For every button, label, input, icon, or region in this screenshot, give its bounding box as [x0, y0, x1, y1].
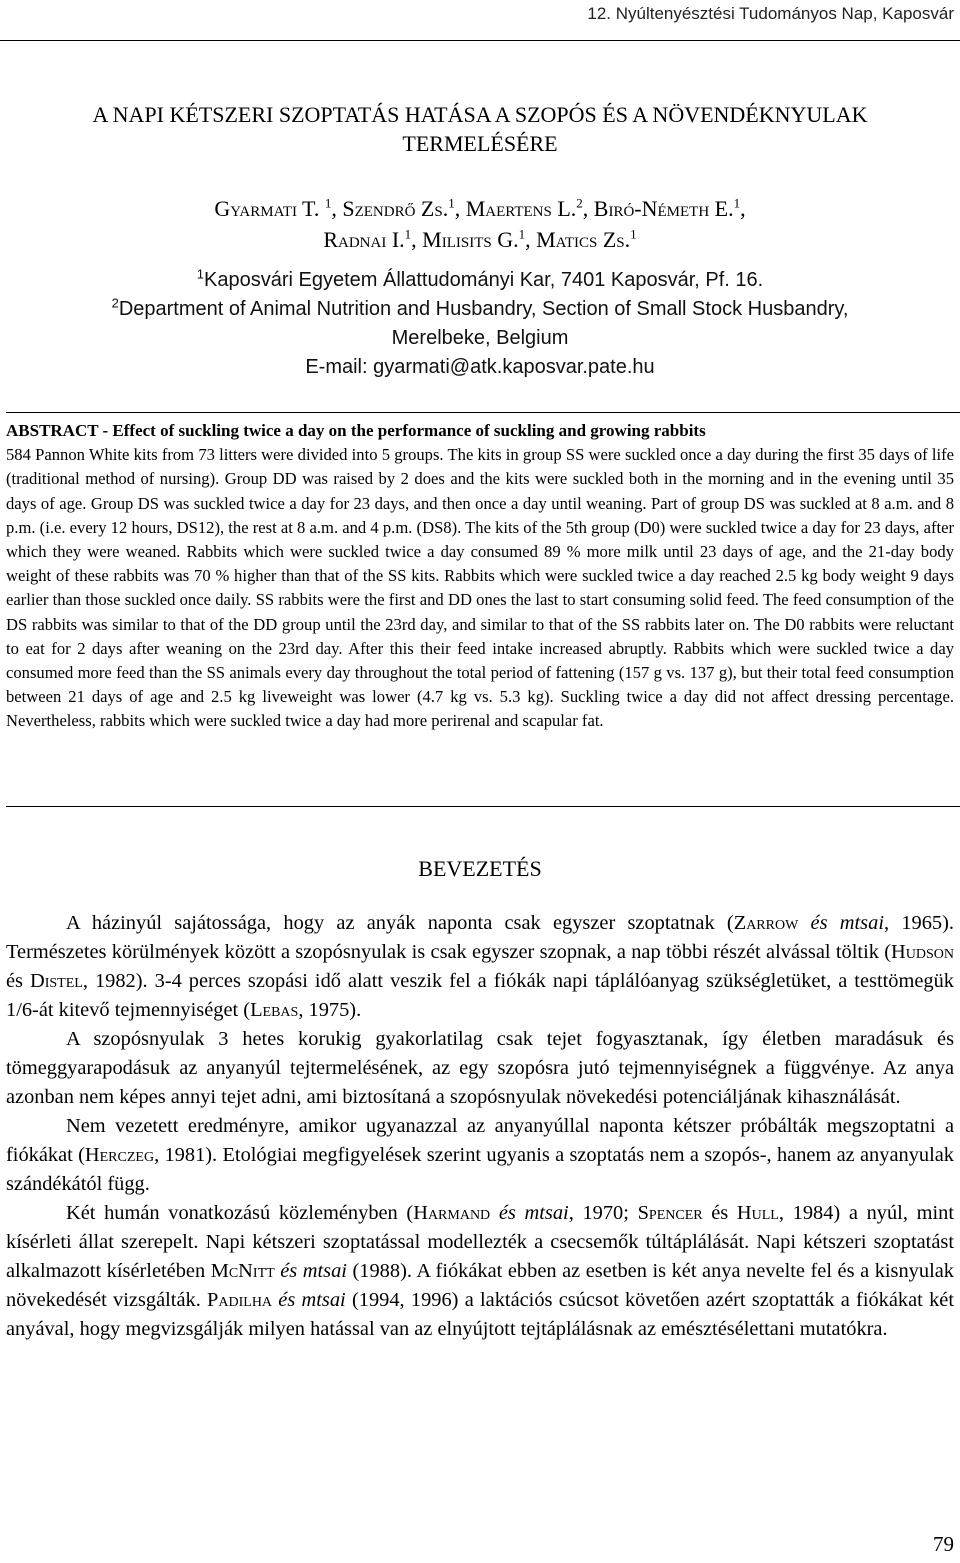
text-run: , 1965). Természetes körülmények között a szopósnyulak is csak egyszer szopnak, a nap többi részét alvással töltik ( [6, 912, 954, 963]
author-affil-mark: 1 [630, 226, 637, 242]
author-affil-mark: 1 [448, 195, 455, 211]
affiliations [0, 266, 960, 382]
author-name: Maertens L. [465, 196, 577, 221]
abstract-rule-bottom [6, 806, 960, 807]
text-run: (1994, 1996) a laktációs csúcsot követően azért szoptatták a fiókákat két anyával, hogy megvizsgálják milyen hatással van az elnyújtott tejtáplálásnak az emésztésélettani mutatókra. [6, 1289, 954, 1340]
citation-etal: és mtsai [272, 1289, 346, 1311]
abstract-heading: ABSTRACT - Effect of suckling twice a day on the performance of suckling and growing rabbits [6, 421, 706, 440]
author-affil-mark: 1 [404, 226, 412, 242]
citation-author: Padilha [207, 1289, 273, 1311]
text-run: , 1981). Etológiai megfigyelések szerint ugyanis a szoptatás nem a szopós-, hanem az anyanyulak szándékától függ. [6, 1144, 954, 1195]
affiliation-1: Kaposvári Egyetem Állattudományi Kar, 7401 Kaposvár, Pf. 16. [204, 269, 764, 291]
author-affil-mark: 1 [733, 195, 741, 211]
email-address: E-mail: gyarmati@atk.kaposvar.pate.hu [305, 356, 655, 378]
citation-author: Hull [736, 1202, 779, 1224]
author-affil-mark: 2 [576, 195, 583, 211]
affiliation-2-line-2: Merelbeke, Belgium [391, 327, 569, 349]
text-run: , 1982). 3-4 perces szopási idő alatt veszik fel a fiókák napi táplálóanyag szükségletüket, a testtömegük 1/6-át kitevő tejmennyiséget ( [6, 970, 954, 1021]
page-number: 79 [933, 1532, 954, 1556]
affiliation-mark: 2 [111, 295, 119, 311]
text-run: (1988). A fiókákat ebben az esetben is két anya nevelte fel és a kisnyulak növekedését vizsgálták. [6, 1260, 954, 1311]
author-name: Milisits G. [422, 227, 519, 252]
author-affil-mark: 1 [518, 226, 526, 242]
citation-author: Herczeg [84, 1144, 155, 1166]
text-run: Két humán vonatkozású közleményben ( [66, 1202, 414, 1224]
author-name: Gyarmati T. [214, 196, 320, 221]
text-run: és [6, 970, 30, 992]
citation-author: Zarrow [733, 912, 799, 934]
affiliation-2-line-1: Department of Animal Nutrition and Husbandry, Section of Small Stock Husbandry, [118, 298, 849, 320]
citation-author: Distel [30, 970, 83, 992]
author-affil-mark: 1 [324, 195, 332, 211]
citation-author: McNitt [210, 1260, 275, 1282]
citation-author: Harmand [413, 1202, 491, 1224]
citation-etal: és mtsai [274, 1260, 347, 1282]
paragraph-1 [6, 909, 954, 1025]
running-header: 12. Nyúltenyésztési Tudományos Nap, Kaposvár [587, 4, 954, 23]
paragraph-2: A szopósnyulak 3 hetes korukig gyakorlatilag csak tejet fogyasztanak, így életben maradásuk és tömeggyarapodásuk az anyanyúl tejtermelésének, az egy szopósra jutó tejmennyiségnek a függvénye. Az anya azonban nem képes annyi tejet adni, ami biztosítaná a szopósnyulak növekedési potenciáljának kihasználását. [6, 1028, 954, 1108]
citation-author: Lebas [250, 999, 299, 1021]
citation-author: Hudson [891, 941, 954, 963]
affiliation-mark: 1 [196, 266, 204, 282]
paper-title [0, 100, 960, 158]
abstract-text: 584 Pannon White kits from 73 litters were divided into 5 groups. The kits in group SS were suckled once a day during the first 35 days of life (traditional method of nursing). Group DD was raised by 2 does and the kits were suckled both in the morning and in the evening until 35 days of age. Group DS was suckled twice a day for 23 days, and then once a day until weaning. Part of group DS was suckled at 8 a.m. and 8 p.m. (i.e. every 12 hours, DS12), the rest at 8 a.m. and 4 p.m. (DS8). The kits of the 5th group (D0) were suckled twice a day for 23 days, after which they were weaned. Rabbits which were suckled twice a day consumed 89 % more milk until 23 days of age, and the 21-day body weight of these rabbits was 70 % higher than that of the SS kits. Rabbits which were suckled twice a day reached 2.5 kg body weight 9 days earlier than those suckled once daily. SS rabbits were the first and DD ones the last to start consuming solid feed. The feed consumption of the DS rabbits was similar to that of the DD group until the 23rd day, and similar to that of the SS rabbits later on. The D0 rabbits were reluctant to eat for 2 days after weaning on the 23rd day. After this their feed intake increased abruptly. Rabbits which were suckled twice a day consumed more feed than the SS animals every day throughout the total period of fattening (157 g vs. 137 g), but their total feed consumption between 21 days of age and 2.5 kg liveweight was lower (4.7 kg vs. 5.3 kg). Suckling twice a day did not affect dressing percentage. Nevertheless, rabbits which were suckled twice a day had more perirenal and scapular fat. [6, 445, 954, 731]
text-run: és [702, 1202, 737, 1224]
text-run: , 1970; [568, 1202, 638, 1224]
abstract-block [6, 419, 954, 734]
body-text [6, 909, 954, 1344]
author-name: Radnai I. [323, 227, 405, 252]
text-run: A házinyúl sajátossága, hogy az anyák naponta csak egyszer szoptatnak ( [66, 912, 734, 934]
text-run: Nem vezetett eredményre, amikor ugyanazzal az anyanyúllal naponta kétszer próbálták megszoptatni a fiókákat ( [6, 1115, 954, 1166]
citation-etal: és mtsai [798, 912, 884, 934]
citation-author: Spencer [637, 1202, 703, 1224]
text-run: , 1975). [298, 999, 362, 1021]
author-list: Gyarmati T. $^1$, Szendrő Zs.$^1$, Maertens L.$^2$, Biró-Németh E.$^1$, Radnai I.$^1$, Milisits G.$^1$, Matics Zs.$^1$ [214, 195, 746, 252]
text-run: , 1984) a nyúl, mint kísérleti állat szerepelt. Napi kétszeri szoptatással modellezték a csecsemők túltáplálását. Napi kétszeri szoptatást alkalmazott kísérletében [6, 1202, 954, 1282]
author-name: Szendrő Zs. [342, 196, 449, 221]
header-rule [0, 40, 960, 41]
section-heading: BEVEZETÉS [418, 856, 542, 881]
paragraph-3 [6, 1112, 954, 1199]
citation-etal: és mtsai [490, 1202, 569, 1224]
paragraph-4 [6, 1199, 954, 1344]
author-name: Biró-Németh E. [593, 196, 734, 221]
abstract-rule-top [6, 412, 960, 413]
title-line-2: TERMELÉSÉRE [402, 131, 558, 156]
author-name: Matics Zs. [536, 227, 631, 252]
title-line-1: A NAPI KÉTSZERI SZOPTATÁS HATÁSA A SZOPÓS ÉS A NÖVENDÉKNYULAK [92, 102, 868, 127]
